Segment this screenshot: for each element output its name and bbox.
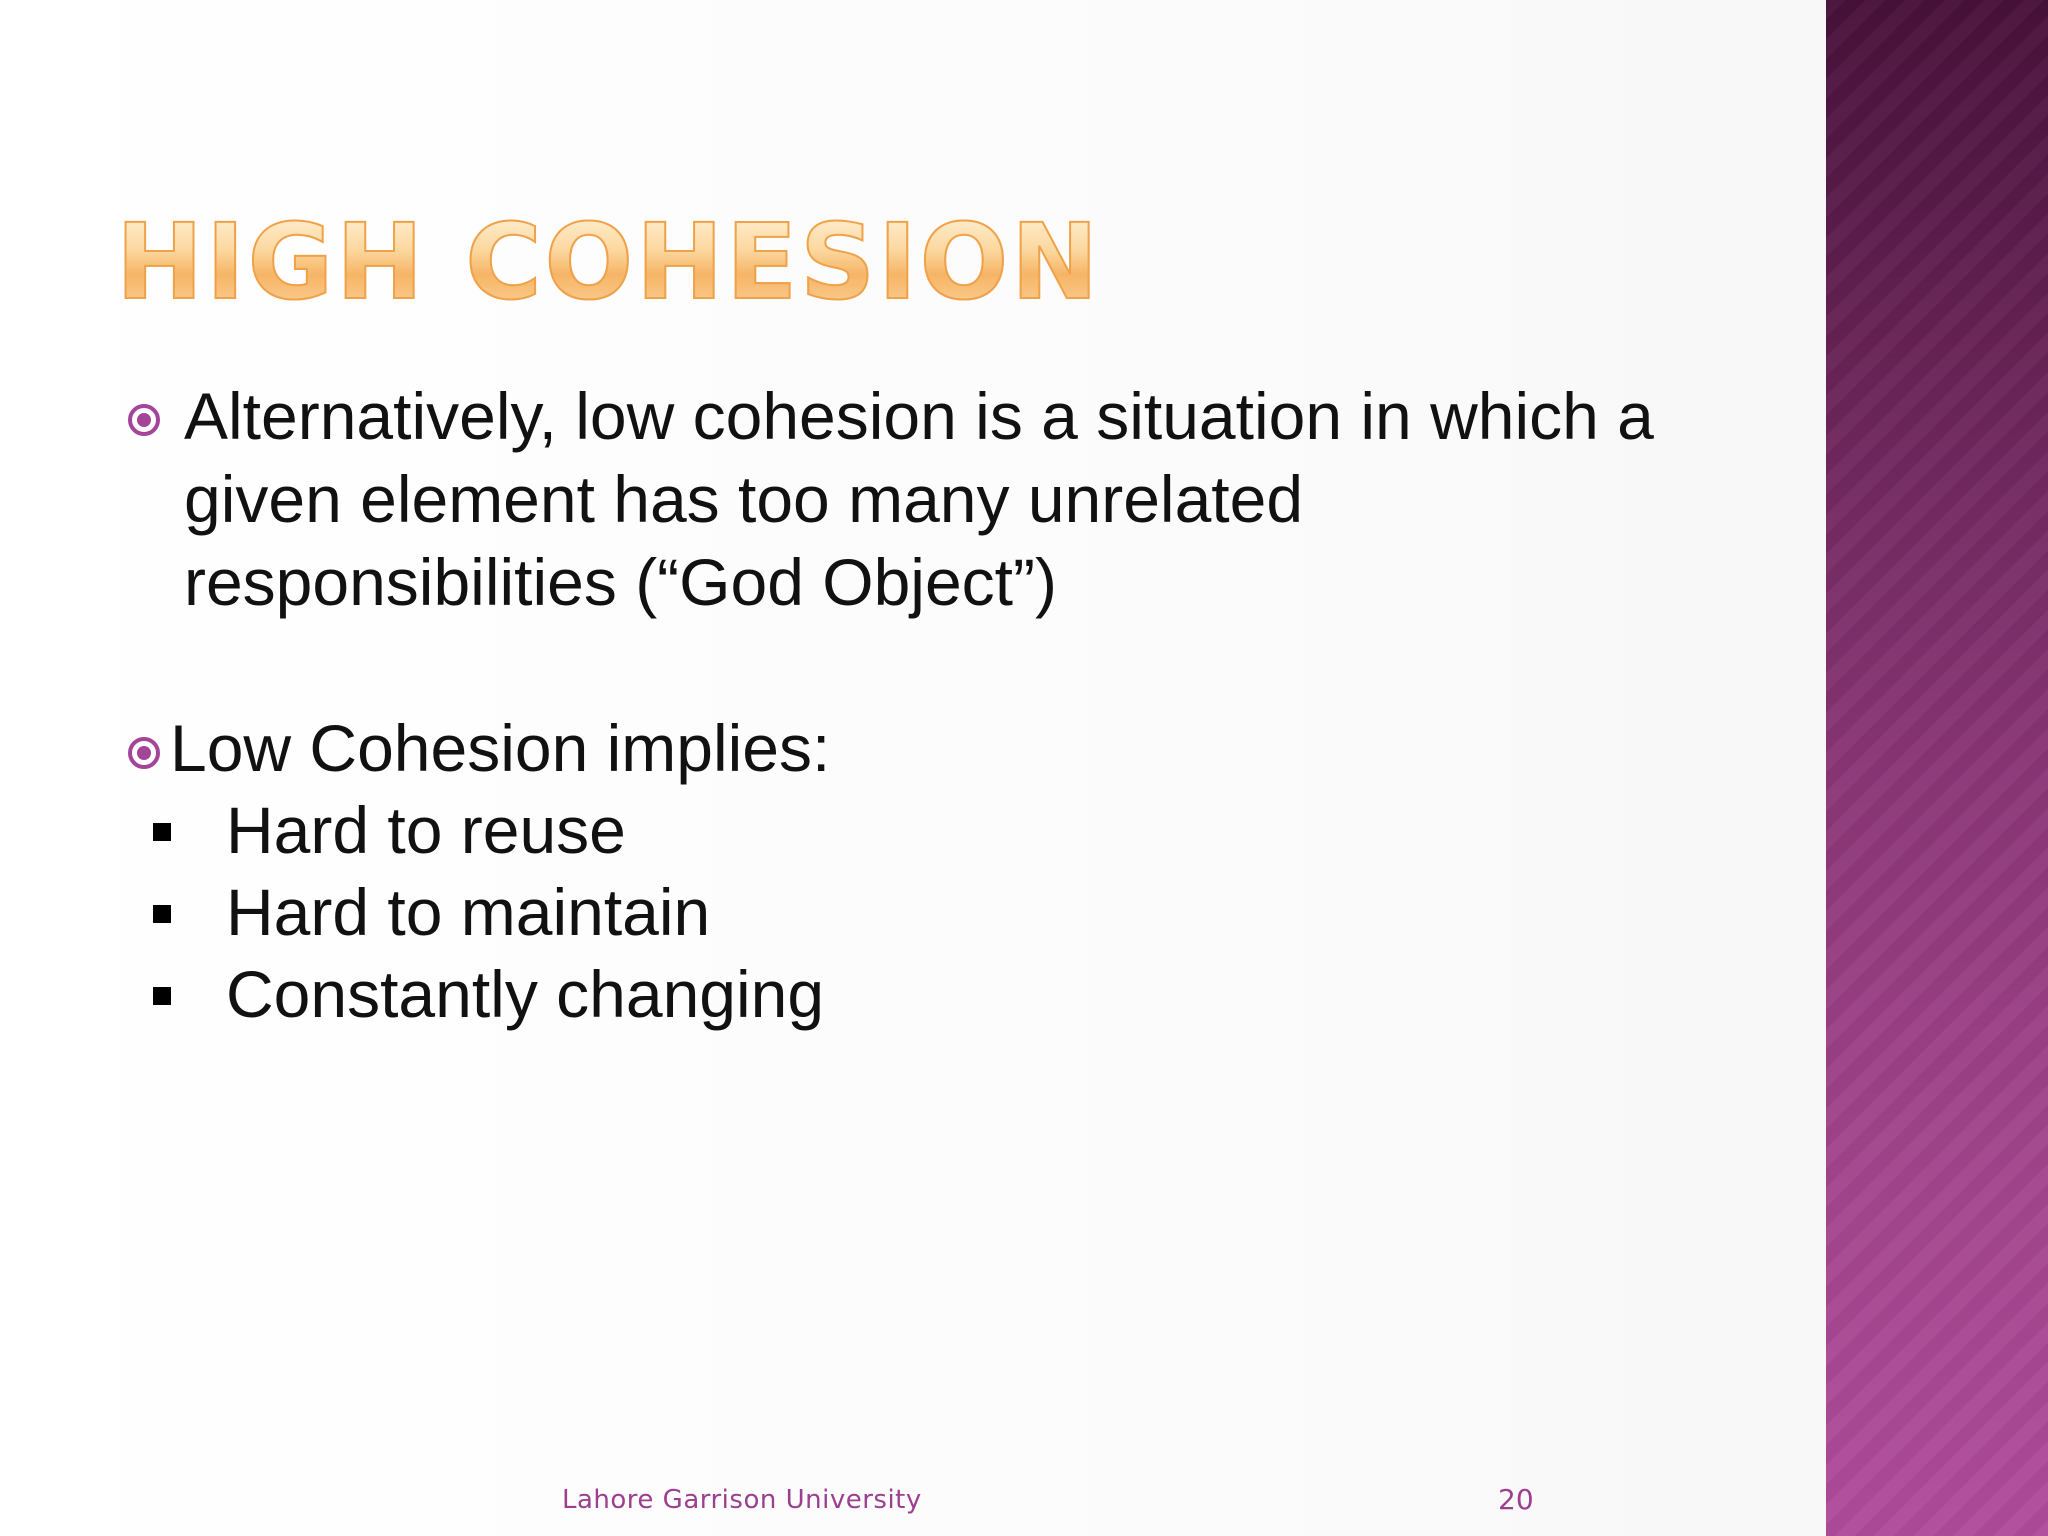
sub-bullet-text: Hard to maintain [226,875,711,949]
slide-title: HIGH COHESION [116,201,1102,323]
target-bullet-icon [128,404,160,436]
bullet-point-1: Alternatively, low cohesion is a situation in which a given element has too many unrelated responsibilities (“God Object”) [184,379,1654,619]
square-bullet-icon [153,905,171,923]
bullet-point-2: Low Cohesion implies: [170,711,831,785]
footer-text: Lahore Garrison University [562,1485,922,1515]
square-bullet-icon [153,823,171,841]
decorative-side-band [1826,0,2048,1536]
square-bullet-icon [153,987,171,1005]
page-number: 20 [1498,1483,1534,1516]
sub-bullet-text: Hard to reuse [226,793,626,867]
sub-bullet-text: Constantly changing [226,957,825,1031]
target-bullet-icon [128,737,160,769]
